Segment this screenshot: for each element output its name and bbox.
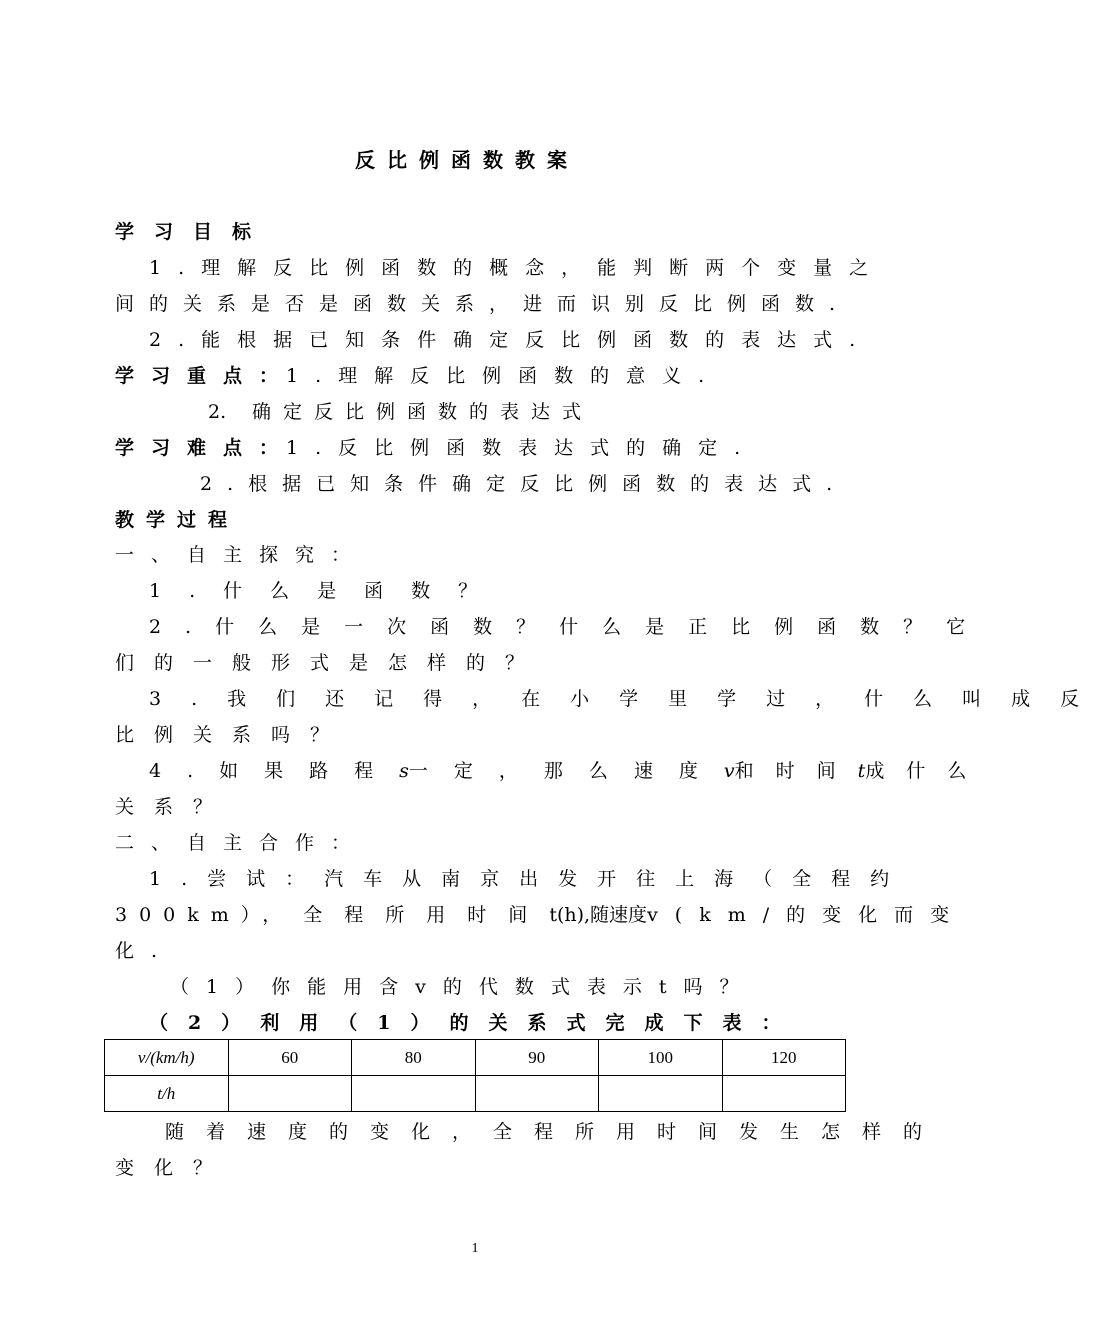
key-point-2-number: 2. <box>208 401 227 423</box>
after-table-line-2: 变化？ <box>115 1157 233 1179</box>
table-cell-empty[interactable] <box>352 1076 476 1112</box>
speed-time-table <box>104 1039 846 1112</box>
process-heading: 教学过程 <box>115 509 240 531</box>
try-line-2-d: v(km/的变化而变 <box>647 904 967 926</box>
variable-s: s <box>399 760 409 782</box>
try-line-3: 化. <box>115 940 175 962</box>
part2-heading: 二、自主合作： <box>115 832 368 854</box>
objective-2: 2.能根据已知条件确定反比例函数的表达式. <box>149 329 873 351</box>
after-table-line-1: 随着速度的变化，全程所用时间发生怎样的 <box>165 1121 945 1143</box>
table-row-label-t: t/h <box>105 1076 229 1112</box>
question-1: 1.什么是函数？ <box>149 580 506 602</box>
table-cell: 120 <box>722 1040 846 1076</box>
question-4-text-d: 成什么 <box>865 760 989 782</box>
question-2-line-1: 2.什么是一次函数？什么是正比例函数？它 <box>149 616 990 638</box>
question-3-line-2: 比例关系吗？ <box>115 724 350 746</box>
table-row <box>105 1040 846 1076</box>
try-line-2-c: t(h),随速度 <box>549 904 648 926</box>
table-row <box>105 1076 846 1112</box>
key-point-2: 确定反比例函数的表达式 <box>252 401 594 423</box>
sub-question-2: （2）利用（1）的关系式完成下表： <box>149 1012 801 1034</box>
question-4-text-b: 一定，那么速度 <box>408 760 724 782</box>
objective-1-line-1: 1.理解反比例函数的概念，能判断两个变量之 <box>149 257 886 279</box>
variable-t: t <box>857 760 866 782</box>
key-points-heading: 学习重点： <box>115 365 296 387</box>
table-cell-empty[interactable] <box>722 1076 846 1112</box>
variable-v: v <box>723 760 735 782</box>
try-line-1: 1.尝试：汽车从南京出发开往上海（全程约 <box>149 868 910 890</box>
table-cell: 90 <box>475 1040 599 1076</box>
difficulties-heading: 学习难点： <box>115 437 296 459</box>
objectives-heading: 学习目标 <box>115 221 272 243</box>
table-cell: 60 <box>228 1040 352 1076</box>
document-title: 反比例函数教案 <box>355 148 579 172</box>
question-4-line-2: 关系？ <box>115 796 233 818</box>
table-row-label-v: v/(km/h) <box>105 1040 229 1076</box>
table-cell: 100 <box>599 1040 723 1076</box>
part1-heading: 一、自主探究： <box>115 544 368 566</box>
table-cell-empty[interactable] <box>228 1076 352 1112</box>
table-cell-empty[interactable] <box>599 1076 723 1112</box>
try-line-2-a: 300km） <box>115 904 263 926</box>
key-point-1: 1.理解反比例函数的意义. <box>286 365 722 387</box>
sub-question-1: （1）你能用含v的代数式表示t吗？ <box>170 976 756 998</box>
try-line-2-b: ，全程所用时间 <box>262 904 550 926</box>
try-line-2 <box>115 903 966 927</box>
difficulty-1: 1.反比例函数表达式的确定. <box>286 437 758 459</box>
question-2-line-2: 们的一般形式是怎样的？ <box>115 652 545 674</box>
question-4-text-a: 4.如果路程 <box>149 760 400 782</box>
table-cell-empty[interactable] <box>475 1076 599 1112</box>
table-cell: 80 <box>352 1040 476 1076</box>
page-number: 1 <box>471 1241 479 1256</box>
question-4-text-c: 和时间 <box>734 760 858 782</box>
question-4-line-1 <box>149 759 988 783</box>
objective-1-line-2: 间的关系是否是函数关系，进而识别反比例函数. <box>115 293 851 315</box>
difficulty-2: 2.根据已知条件确定反比例函数的表达式. <box>200 473 848 495</box>
question-3-line-1: 3.我们还记得，在小学里学过，什么叫成反 <box>149 688 1109 710</box>
